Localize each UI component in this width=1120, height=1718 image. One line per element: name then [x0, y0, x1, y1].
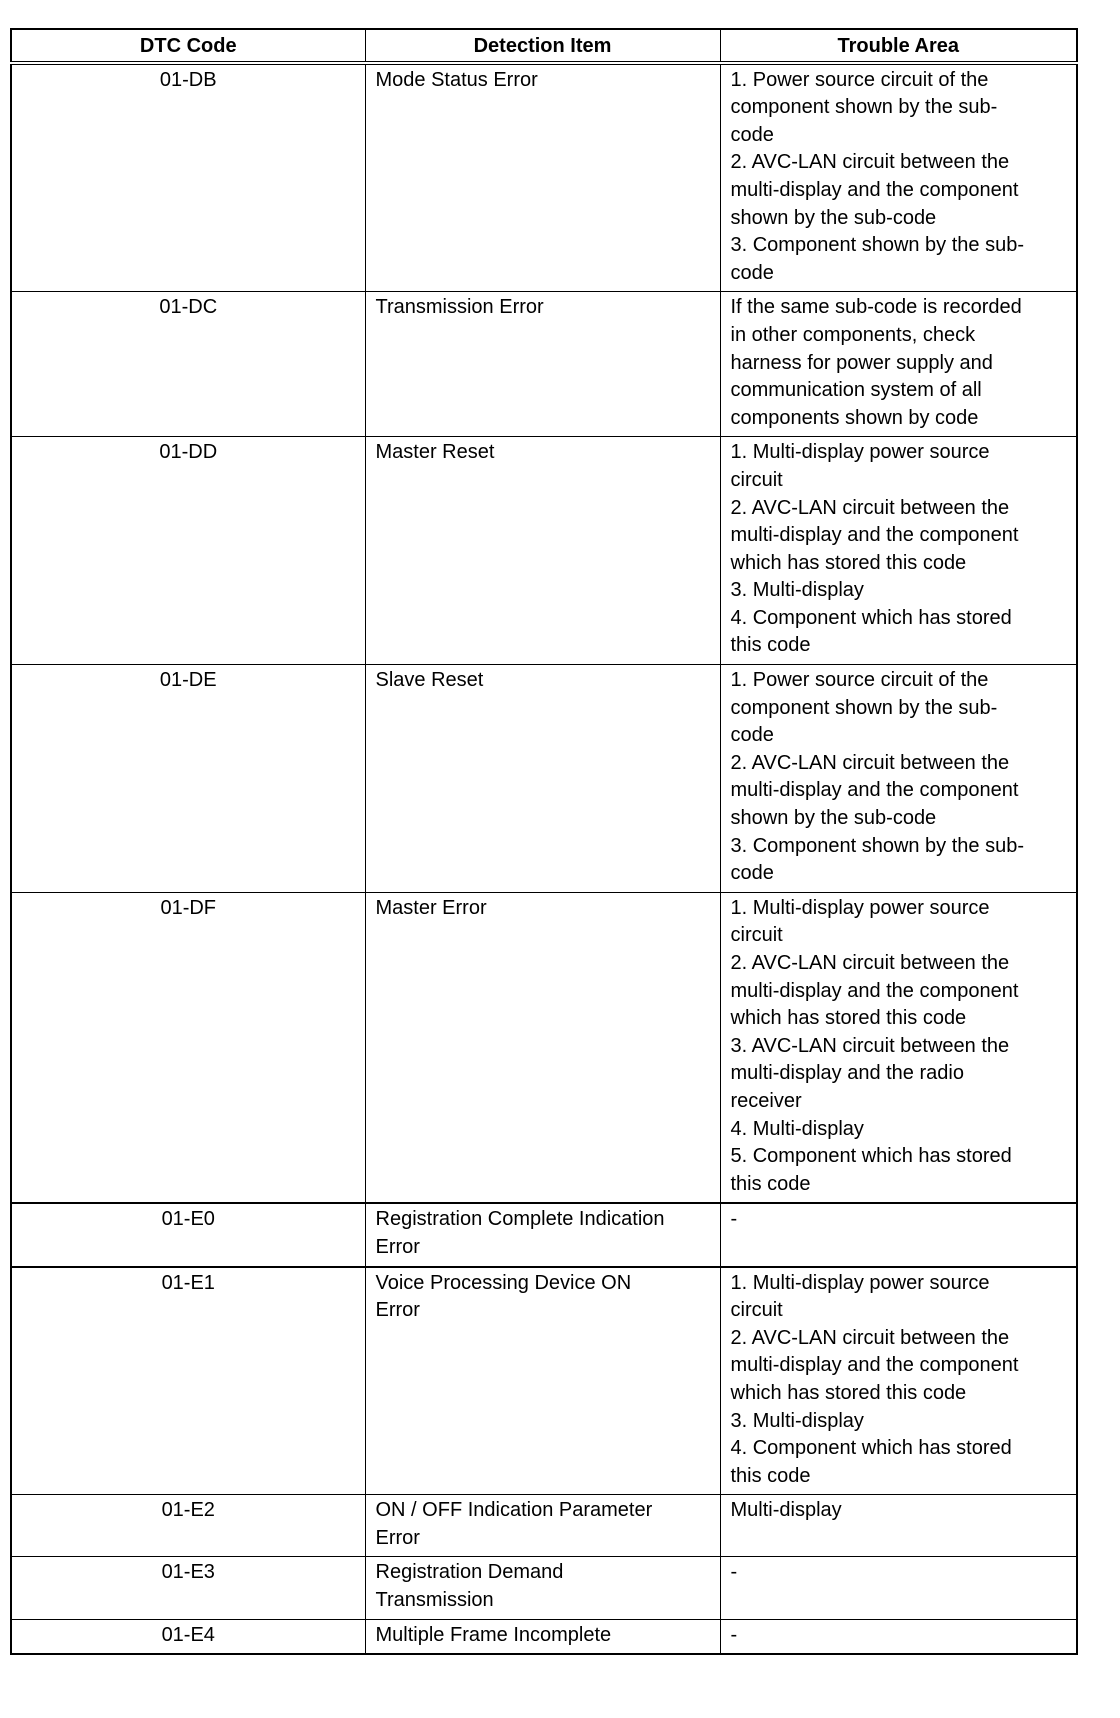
dtc-code-cell: 01-E1: [11, 1267, 365, 1495]
trouble-area-line: code: [730, 123, 774, 146]
detection-item-line: Master Error: [375, 896, 487, 919]
trouble-area-line: -: [730, 1561, 738, 1584]
trouble-area-line: 1. Multi-display power source: [730, 441, 990, 464]
trouble-area-cell: [720, 292, 1077, 437]
trouble-area-line: component shown by the sub-: [730, 96, 998, 119]
detection-item-cell: [365, 892, 720, 1203]
table-row: [11, 292, 1077, 437]
dtc-code-cell: 01-E2: [11, 1495, 365, 1557]
trouble-area-line: 3. Multi-display: [730, 1409, 864, 1432]
trouble-area-line: 4. Multi-display: [730, 1117, 864, 1140]
table-row: [11, 437, 1077, 665]
trouble-area-line: 1. Multi-display power source: [730, 896, 990, 919]
detection-item-cell: [365, 1619, 720, 1654]
trouble-area-line: circuit: [730, 468, 783, 491]
detection-item-cell: [365, 665, 720, 893]
header-trouble-area: Trouble Area: [720, 29, 1077, 63]
trouble-area-cell: [720, 437, 1077, 665]
trouble-area-line: shown by the sub-code: [730, 807, 937, 830]
table-body: [11, 63, 1077, 1655]
detection-item-line: Error: [375, 1299, 420, 1322]
dtc-code-cell: 01-DF: [11, 892, 365, 1203]
trouble-area-line: multi-display and the radio: [730, 1062, 964, 1085]
detection-item-line: Error: [375, 1526, 420, 1549]
trouble-area-line: 4. Component which has stored: [730, 606, 1012, 629]
header-row: [11, 29, 1077, 63]
trouble-area-line: multi-display and the component: [730, 979, 1019, 1002]
trouble-area-line: harness for power supply and: [730, 351, 993, 374]
detection-item-line: Slave Reset: [375, 669, 484, 692]
trouble-area-line: which has stored this code: [730, 1007, 967, 1030]
trouble-area-line: 4. Component which has stored: [730, 1437, 1012, 1460]
trouble-area-line: multi-display and the component: [730, 178, 1019, 201]
detection-item-cell: [365, 1495, 720, 1557]
trouble-area-line: 3. Multi-display: [730, 579, 864, 602]
detection-item-line: Mode Status Error: [375, 68, 538, 91]
detection-item-line: Transmission Error: [375, 296, 544, 319]
trouble-area-line: 2. AVC-LAN circuit between the: [730, 496, 1010, 519]
table-row: [11, 892, 1077, 1203]
detection-item-line: Registration Complete Indication: [375, 1208, 665, 1231]
trouble-area-line: 1. Power source circuit of the: [730, 68, 989, 91]
trouble-area-line: 2. AVC-LAN circuit between the: [730, 952, 1010, 974]
detection-item-cell: [365, 437, 720, 665]
table-row: [11, 63, 1077, 292]
trouble-area-line: 5. Component which has stored: [730, 1145, 1012, 1168]
dtc-code-cell: 01-E0: [11, 1203, 365, 1266]
table-row: [11, 1267, 1077, 1495]
trouble-area-line: multi-display and the component: [730, 524, 1019, 547]
trouble-area-line: code: [730, 724, 774, 747]
trouble-area-line: components shown by code: [730, 406, 979, 429]
detection-item-line: Transmission: [375, 1589, 494, 1612]
table-header: [11, 29, 1077, 63]
detection-item-cell: [365, 1203, 720, 1266]
detection-item-line: Voice Processing Device ON: [375, 1271, 632, 1294]
trouble-area-line: component shown by the sub-: [730, 696, 998, 719]
dtc-code-cell: 01-DC: [11, 292, 365, 437]
trouble-area-line: -: [730, 1208, 738, 1231]
table-row: [11, 1495, 1077, 1557]
header-dtc-code: DTC Code: [11, 29, 365, 63]
trouble-area-line: multi-display and the component: [730, 1354, 1019, 1377]
trouble-area-cell: [720, 1267, 1077, 1495]
trouble-area-line: in other components, check: [730, 323, 976, 346]
trouble-area-line: -: [730, 1623, 738, 1646]
trouble-area-line: code: [730, 862, 774, 885]
detection-item-line: Multiple Frame Incomplete: [375, 1623, 612, 1646]
trouble-area-cell: [720, 892, 1077, 1203]
trouble-area-line: 3. Component shown by the sub-: [730, 834, 1025, 857]
detection-item-line: ON / OFF Indication Parameter: [375, 1499, 653, 1522]
trouble-area-cell: [720, 1619, 1077, 1654]
detection-item-cell: [365, 63, 720, 292]
table-row: [11, 1203, 1077, 1266]
trouble-area-line: 3. AVC-LAN circuit between the: [730, 1034, 1010, 1057]
trouble-area-cell: [720, 1203, 1077, 1266]
trouble-area-line: 2. AVC-LAN circuit between the: [730, 751, 1010, 774]
dtc-table: [10, 28, 1078, 1655]
detection-item-cell: [365, 1267, 720, 1495]
trouble-area-line: code: [730, 261, 774, 284]
detection-item-cell: [365, 292, 720, 437]
trouble-area-line: 1. Power source circuit of the: [730, 669, 989, 692]
table-row: [11, 1619, 1077, 1654]
trouble-area-line: circuit: [730, 924, 783, 947]
dtc-code-cell: 01-E3: [11, 1557, 365, 1619]
trouble-area-line: 2. AVC-LAN circuit between the: [730, 1326, 1010, 1349]
trouble-area-line: 1. Multi-display power source: [730, 1271, 990, 1294]
dtc-code-cell: 01-E4: [11, 1619, 365, 1654]
trouble-area-line: receiver: [730, 1089, 802, 1112]
table-row: [11, 1557, 1077, 1619]
trouble-area-cell: [720, 665, 1077, 893]
trouble-area-cell: [720, 1495, 1077, 1557]
trouble-area-line: If the same sub-code is recorded: [730, 296, 1022, 319]
trouble-area-cell: [720, 1557, 1077, 1619]
header-detection-item: Detection Item: [365, 29, 720, 63]
detection-item-cell: [365, 1557, 720, 1619]
trouble-area-line: circuit: [730, 1299, 783, 1322]
table-row: [11, 665, 1077, 893]
trouble-area-cell: [720, 63, 1077, 292]
dtc-code-cell: 01-DB: [11, 63, 365, 292]
trouble-area-line: Multi-display: [730, 1499, 842, 1522]
trouble-area-line: this code: [730, 1464, 811, 1487]
trouble-area-line: which has stored this code: [730, 551, 967, 574]
detection-item-line: Master Reset: [375, 441, 495, 464]
trouble-area-line: which has stored this code: [730, 1381, 967, 1404]
trouble-area-line: multi-display and the component: [730, 779, 1019, 802]
dtc-code-cell: 01-DD: [11, 437, 365, 665]
trouble-area-line: shown by the sub-code: [730, 206, 937, 229]
dtc-code-cell: 01-DE: [11, 665, 365, 893]
trouble-area-line: this code: [730, 1172, 811, 1195]
detection-item-line: Error: [375, 1235, 420, 1258]
trouble-area-line: this code: [730, 634, 811, 657]
trouble-area-line: 3. Component shown by the sub-: [730, 234, 1025, 257]
trouble-area-line: 2. AVC-LAN circuit between the: [730, 151, 1010, 174]
detection-item-line: Registration Demand: [375, 1561, 564, 1584]
trouble-area-line: communication system of all: [730, 379, 982, 402]
